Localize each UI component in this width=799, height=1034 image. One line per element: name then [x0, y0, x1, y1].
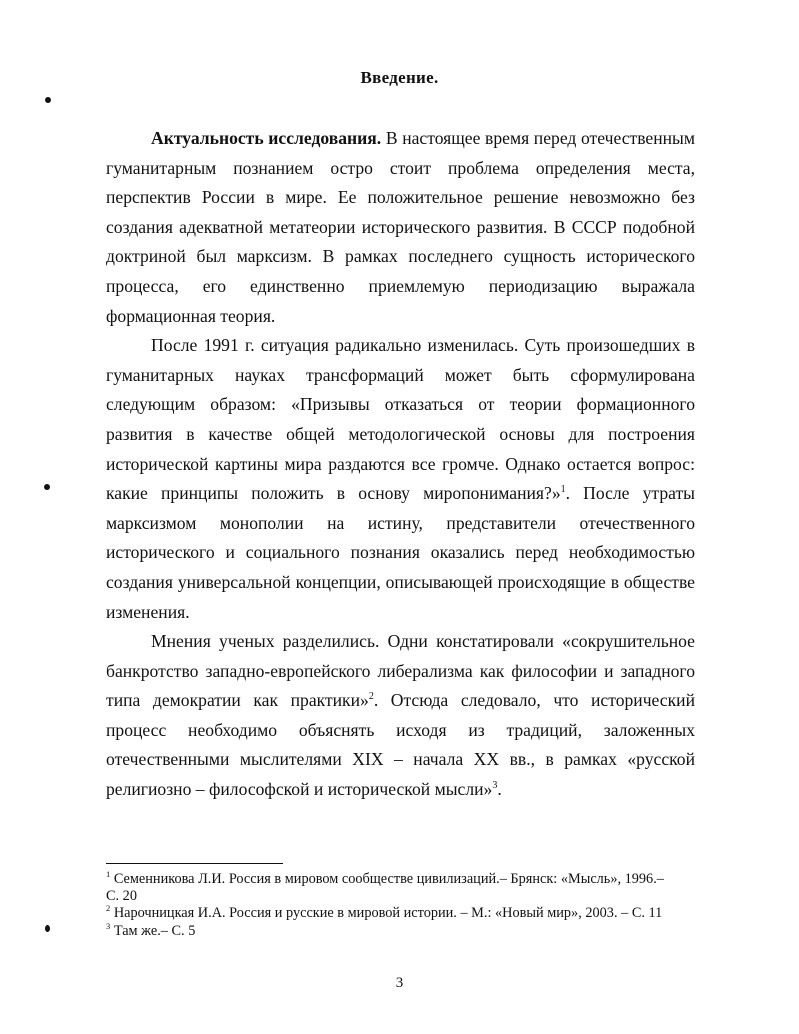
footnote-divider [106, 863, 283, 864]
paragraph-text: Мнения ученых разделились. Одни констатировали «сокрушительное банкротство западно-европейского либерализма как философии и западного типа демократии как практики» [106, 631, 695, 711]
body-text [106, 124, 695, 805]
footnote-number: 1 [106, 869, 111, 880]
scan-artifact-dot [44, 484, 50, 490]
footnotes [106, 871, 666, 940]
paragraph [106, 124, 695, 331]
footnote-text: Нарочницкая И.А. Россия и русские в мировой истории. – М.: «Новый мир», 2003. – С. 11 [113, 905, 663, 922]
footnote-ref: 1 [560, 484, 566, 496]
page-number: 3 [395, 975, 404, 991]
page-title: Введение. [360, 68, 439, 87]
paragraph-text: . Отсюда следовало, что исторический процесс необходимо объяснять исходя из традиций, заложенных отечественными мыслителями XIX – начала XX вв., в рамках «русской религиозно – философской и исторической мысли» [106, 690, 695, 800]
footnote-text: Семенникова Л.И. Россия в мировом сообществе цивилизаций.– Брянск: «Мысль», 1996.– С. 20 [106, 871, 664, 905]
paragraph-text: . [497, 779, 502, 800]
paragraph-lead: Актуальность исследования. [151, 128, 382, 148]
footnote-text: Там же.– С. 5 [113, 922, 196, 939]
scan-artifact-dot [45, 97, 51, 103]
paragraph [106, 331, 695, 627]
footnote [106, 871, 666, 905]
footnote-ref: 2 [368, 691, 374, 703]
paragraph [106, 627, 695, 805]
footnote [106, 920, 666, 940]
scan-artifact-dot [45, 925, 50, 932]
paragraph-text: . После утраты марксизмом монополии на истину, представители отечественного исторического и социального познания оказались перед необходимостью создания универсальной концепции, описывающей происходящие в обществе изменения. [106, 483, 695, 622]
footnote-number: 2 [106, 903, 111, 914]
paragraph-text: После 1991 г. ситуация радикально изменилась. Суть произошедших в гуманитарных науках трансформаций может быть сформулирована следующим образом: «Призывы отказаться от теории формационного развития в качестве общей методологической основы для построения исторической картины мира раздаются все громче. Однако остается вопрос: какие принципы положить в основу миропонимания?» [106, 335, 695, 504]
paragraph-text: В настоящее время перед отечественным гуманитарным познанием остро стоит проблема определения места, перспектив России в мире. Ее положительное решение невозможно без создания адекватной метатеории исторического развития. В СССР подобной доктриной был марксизм. В рамках последнего сущность исторического процесса, его единственно приемлемую периодизацию выражала формационная теория. [106, 128, 695, 326]
footnote-ref: 3 [492, 780, 498, 792]
footnote-number: 3 [106, 920, 111, 931]
footnote [106, 905, 666, 922]
